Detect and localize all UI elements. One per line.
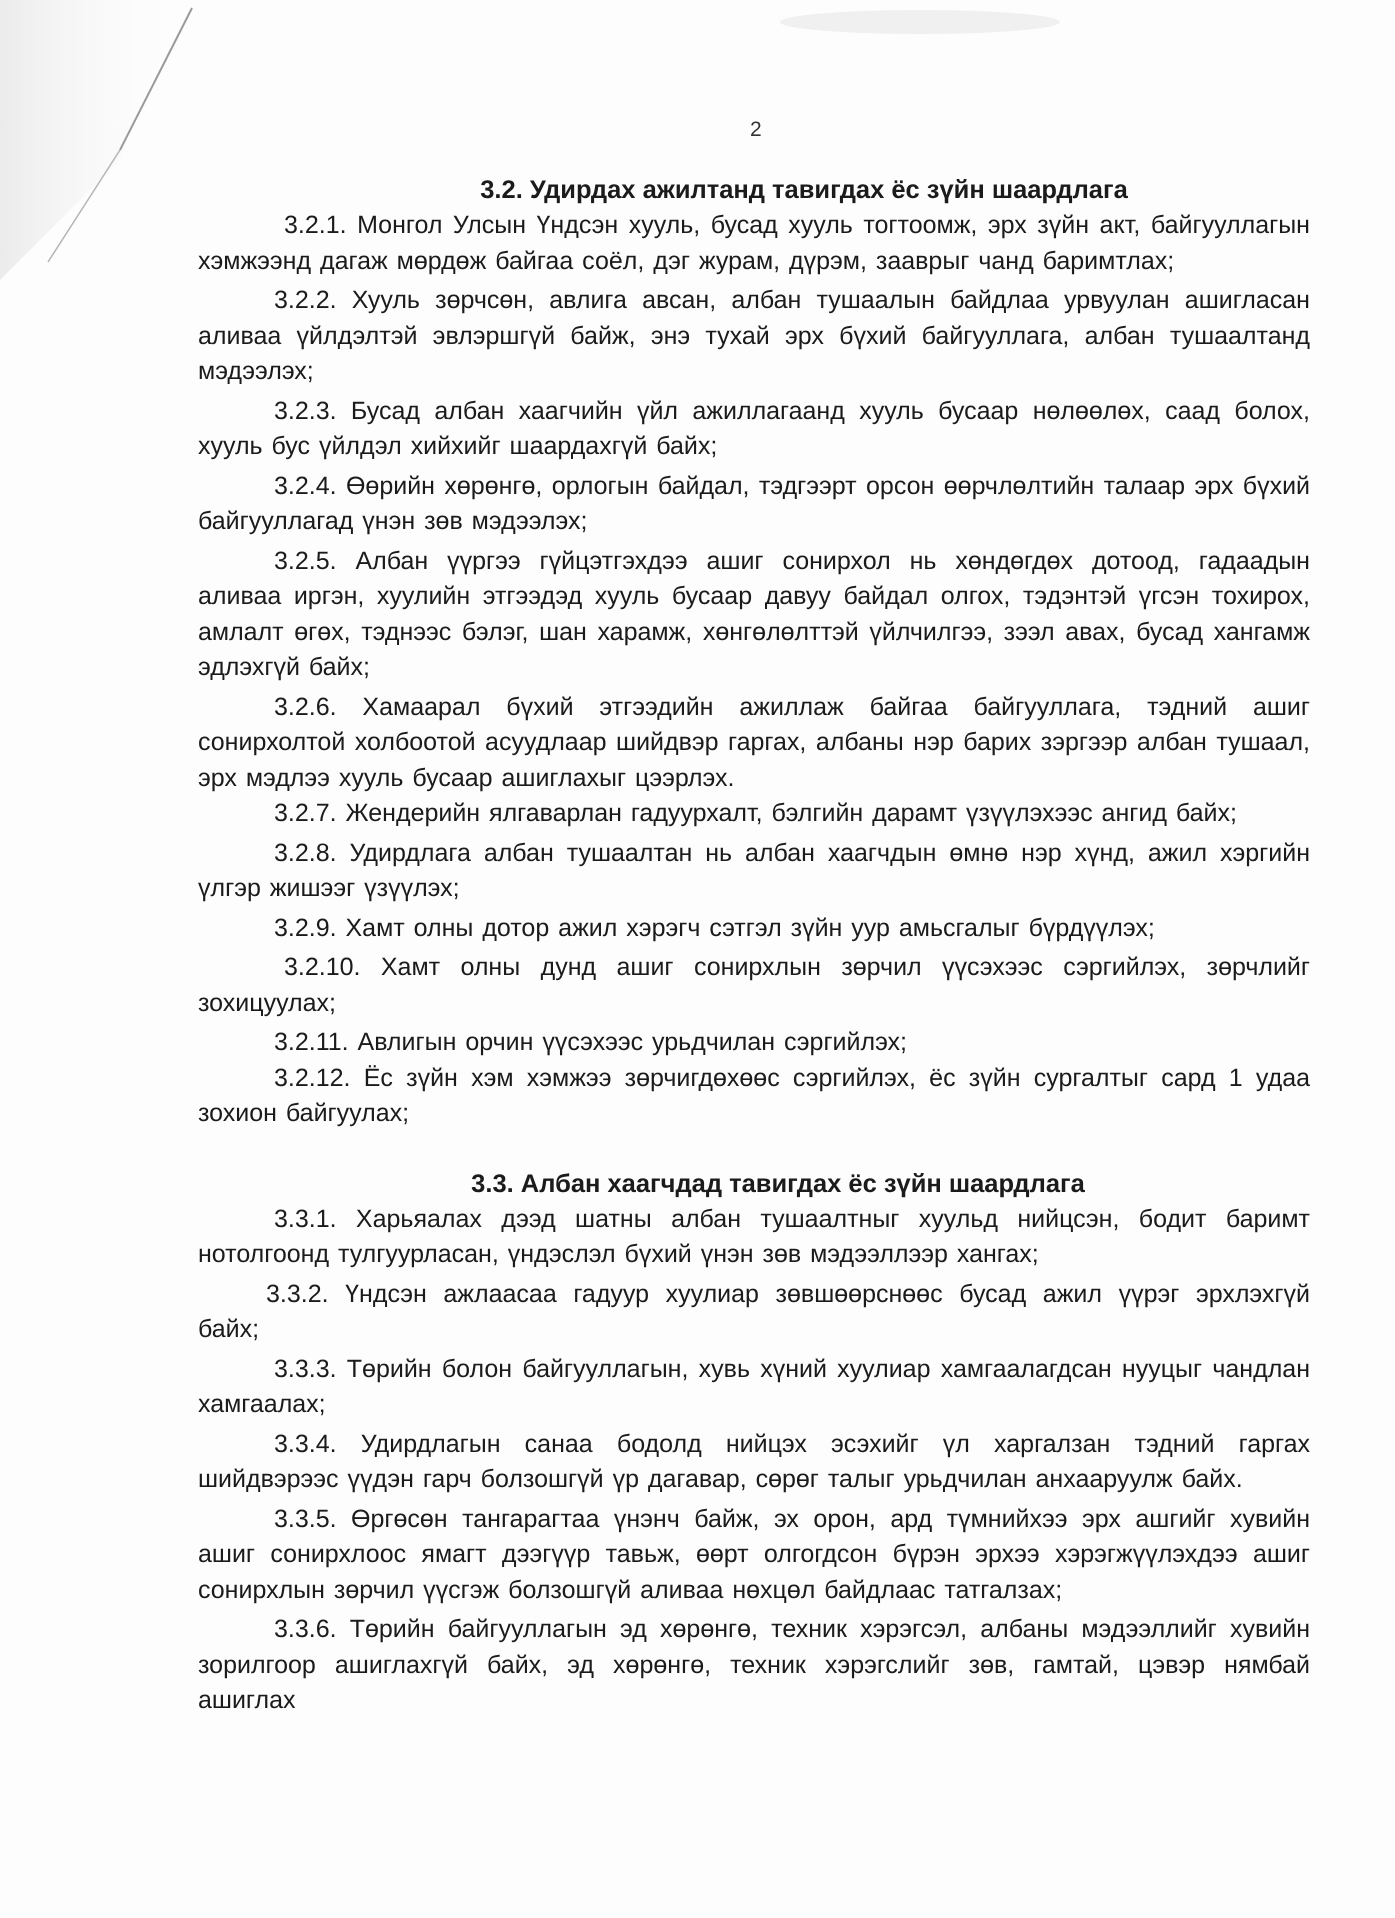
section-heading-3-3: 3.3. Албан хаагчдад тавигдах ёс зүйн шаардлага — [471, 1169, 1085, 1198]
paragraph-3-2-6: 3.2.6. Хамаарал бүхий этгээдийн ажиллаж байгаа байгууллага, тэдний ашиг сонирхолтой холбоотой асуудлаар шийдвэр гаргах, албаны нэр барих зэргээр албан тушаал, эрх мэдлээ хууль бусаар ашиглахыг цээрлэх. — [198, 692, 1310, 792]
paragraph-3-2-2: 3.2.2. Хууль зөрчсөн, авлига авсан, албан тушаалын байдлаа урвуулан ашигласан аливаа үйлдэлтэй эвлэршгүй байж, энэ тухай эрх бүхий байгууллага, албан тушаалтанд мэдээлэх; — [198, 286, 1310, 385]
paragraph-3-3-4: 3.3.4. Удирдлагын санаа бодолд нийцэх эсэхийг үл харгалзан тэдний гаргах шийдвэрээс үүдэн гарч болзошгүй үр дагавар, сөрөг талыг урьдчилан анхааруулж байх. — [198, 1429, 1310, 1493]
page-number: 2 — [750, 118, 762, 141]
paragraph-3-2-9: 3.2.9. Хамт олны дотор ажил хэрэгч сэтгэл зүйн уур амьсгалыг бүрдүүлэх; — [274, 913, 1155, 942]
section-heading-3-2: 3.2. Удирдах ажилтанд тавигдах ёс зүйн шаардлага — [480, 176, 1128, 204]
paragraph-3-2-12: 3.2.12. Ёс зүйн хэм хэмжээ зөрчигдөхөөс сэргийлэх, ёс зүйн сургалтыг сард 1 удаа зохион байгуулах; — [198, 1063, 1310, 1127]
paragraph-3-3-1: 3.3.1. Харьяалах дээд шатны албан тушаалтныг хуульд нийцсэн, бодит баримт нотолгоонд тулгуурласан, үндэслэл бүхий үнэн зөв мэдээллээр хангах; — [198, 1204, 1310, 1268]
paragraph-3-2-5: 3.2.5. Албан үүргээ гүйцэтгэхдээ ашиг сонирхол нь хөндөгдөх дотоод, гадаадын аливаа иргэн, хуулийн этгээдэд хууль бусаар давуу байдал олгох, тэдэнтэй үгсэн тохирох, амлалт өгөх, тэднээс бэлэг, шан харамж, хөнгөлөлттэй үйлчилгээ, зээл авах, бусад хангамж эдлэхгүй байх; — [198, 546, 1310, 681]
paragraph-3-2-4: 3.2.4. Өөрийн хөрөнгө, орлогын байдал, тэдгээрт орсон өөрчлөлтийн талаар эрх бүхий байгууллагад үнэн зөв мэдээлэх; — [198, 471, 1310, 535]
paragraph-3-2-11: 3.2.11. Авлигын орчин үүсэхээс урьдчилан сэргийлэх; — [274, 1028, 907, 1056]
paragraph-3-2-7: 3.2.7. Жендерийн ялгаварлан гадуурхалт, бэлгийн дарамт үзүүлэхээс ангид байх; — [274, 799, 1237, 827]
paragraph-3-3-6: 3.3.6. Төрийн байгууллагын эд хөрөнгө, техник хэрэгсэл, албаны мэдээллийг хувийн зорилгоор ашиглахгүй байх, эд хөрөнгө, техник хэрэгслийг зөв, гамтай, цэвэр нямбай ашиглах — [198, 1615, 1310, 1714]
paragraph-3-2-1: 3.2.1. Монгол Улсын Үндсэн хууль, бусад хууль тогтоомж, эрх зүйн акт, байгууллагын хэмжээнд дагаж мөрдөж байгаа соёл, дэг журам, дүрэм, зааврыг чанд баримтлах; — [198, 211, 1310, 275]
paragraph-3-2-3: 3.2.3. Бусад албан хаагчийн үйл ажиллагаанд хууль бусаар нөлөөлөх, саад болох, хууль бус үйлдэл хийхийг шаардахгүй байх; — [198, 396, 1310, 460]
paragraph-3-3-2: 3.3.2. Үндсэн ажлаасаа гадуур хуулиар зөвшөөрснөөс бусад ажил үүрэг эрхлэхгүй байх; — [198, 1279, 1310, 1343]
paragraph-3-2-10: 3.2.10. Хамт олны дунд ашиг сонирхлын зөрчил үүсэхээс сэргийлэх, зөрчлийг зохицуулах; — [198, 953, 1310, 1017]
paragraph-3-3-3: 3.3.3. Төрийн болон байгууллагын, хувь хүний хуулиар хамгаалагдсан нууцыг чандлан хамгаалах; — [198, 1354, 1310, 1418]
paragraph-3-3-5: 3.3.5. Өргөсөн тангарагтаа үнэнч байж, эх орон, ард түмнийхээ эрх ашгийг хувийн ашиг сонирхлоос ямагт дээгүүр тавьж, өөрт олгогдсон бүрэн эрхээ хэрэгжүүлэхдээ ашиг сонирхлын зөрчил үүсгэж болзошгүй аливаа нөхцөл байдлаас татгалзах; — [198, 1504, 1310, 1604]
paragraph-3-2-8: 3.2.8. Удирдлага албан тушаалтан нь албан хаагчдын өмнө нэр хүнд, ажил хэргийн үлгэр жишээг үзүүлэх; — [198, 838, 1310, 902]
document-body — [198, 172, 1310, 1719]
